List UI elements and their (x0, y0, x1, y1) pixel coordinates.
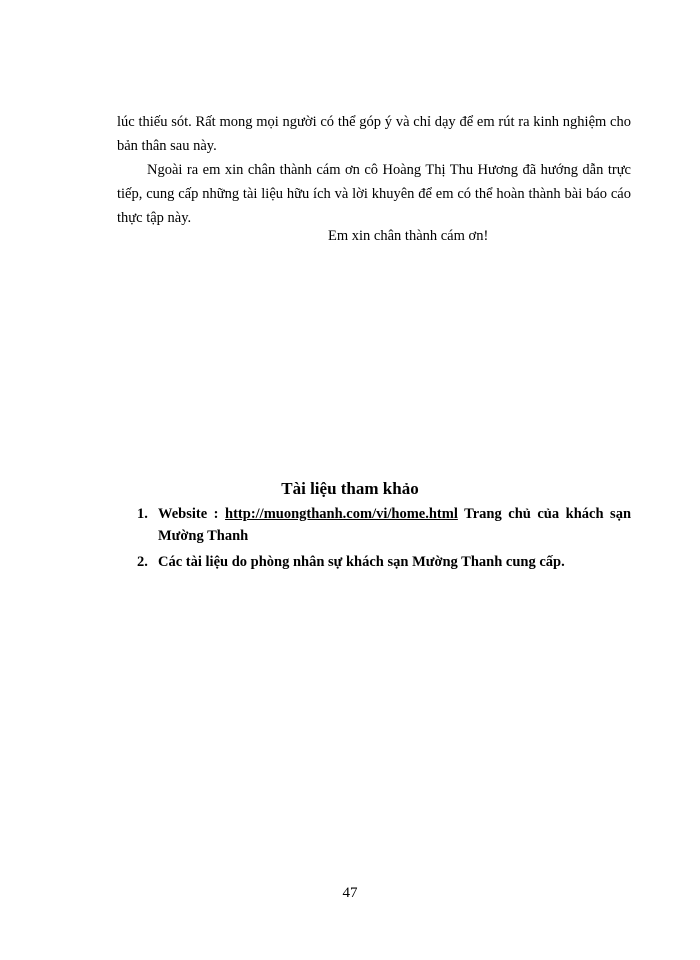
body-paragraph-2: Ngoài ra em xin chân thành cám ơn cô Hoàng Thị Thu Hương đã hướng dẫn trực tiếp, cung cấp những tài liệu hữu ích và lời khuyên để em có thể hoàn thành bài báo cáo thực tập này. (117, 162, 631, 226)
reference-link[interactable]: http://muongthanh.com/vi/home.html (225, 506, 458, 522)
reference-suffix: Trang chủ của khách sạn Mường Thanh (158, 506, 632, 544)
reference-item-1 (117, 503, 631, 547)
references-title: Tài liệu tham khảo (281, 479, 419, 498)
closing-line: Em xin chân thành cám ơn! (328, 228, 489, 244)
page-number: 47 (342, 885, 358, 901)
reference-number: 1. (137, 506, 148, 522)
reference-item-2 (117, 551, 631, 573)
reference-text: Các tài liệu do phòng nhân sự khách sạn Mường Thanh cung cấp. (158, 554, 565, 570)
body-paragraph-1: lúc thiếu sót. Rất mong mọi người có thể góp ý và chỉ dạy để em rút ra kinh nghiệm cho bản thân sau này. (117, 114, 631, 154)
references-list (117, 503, 631, 577)
reference-prefix: Website : (158, 506, 226, 522)
reference-number: 2. (137, 554, 148, 570)
